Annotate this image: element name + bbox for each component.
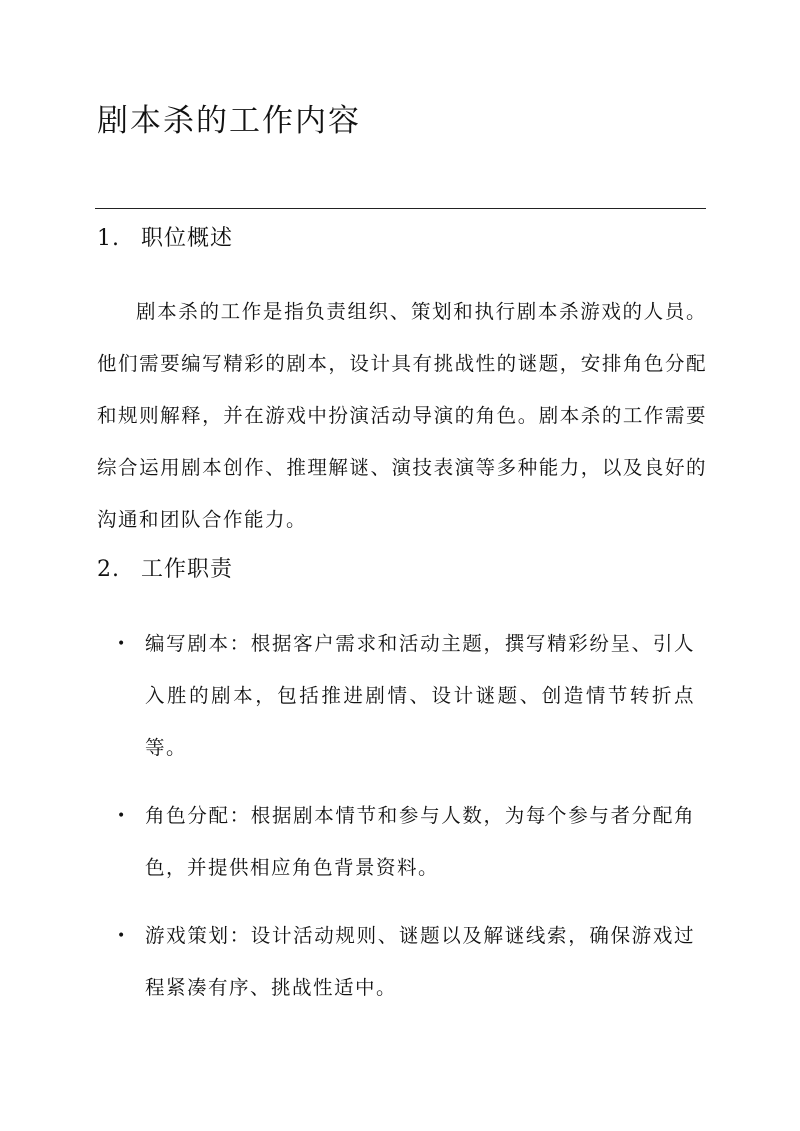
section-title: 职位概述 bbox=[141, 226, 234, 251]
section-heading-responsibilities bbox=[97, 552, 233, 583]
list-item bbox=[97, 910, 695, 1014]
list-item-text: 游戏策划：设计活动规则、谜题以及解谜线索，确保游戏过程紧凑有序、挑战性适中。 bbox=[145, 924, 695, 999]
responsibilities-list bbox=[97, 618, 707, 1030]
title-divider bbox=[95, 208, 706, 209]
section-number: 1. bbox=[97, 226, 120, 251]
bullet-icon: • bbox=[117, 636, 127, 652]
list-item bbox=[97, 790, 695, 894]
list-item-text: 角色分配：根据剧本情节和参与人数，为每个参与者分配角色，并提供相应角色背景资料。 bbox=[145, 804, 695, 879]
list-item-text: 编写剧本：根据客户需求和活动主题，撰写精彩纷呈、引人入胜的剧本，包括推进剧情、设计谜题、创造情节转折点等。 bbox=[145, 632, 695, 759]
section-heading-overview bbox=[97, 221, 233, 252]
section-title: 工作职责 bbox=[141, 557, 234, 582]
bullet-icon: • bbox=[117, 928, 127, 944]
section-number: 2. bbox=[97, 557, 120, 582]
overview-paragraph: 剧本杀的工作是指负责组织、策划和执行剧本杀游戏的人员。他们需要编写精彩的剧本，设计具有挑战性的谜题，安排角色分配和规则解释，并在游戏中扮演活动导演的角色。剧本杀的工作需要综合运用剧本创作、推理解谜、演技表演等多种能力，以及良好的沟通和团队合作能力。 bbox=[97, 300, 707, 531]
bullet-icon: • bbox=[117, 808, 127, 824]
document-title: 剧本杀的工作内容 bbox=[97, 103, 361, 139]
list-item bbox=[97, 618, 695, 774]
